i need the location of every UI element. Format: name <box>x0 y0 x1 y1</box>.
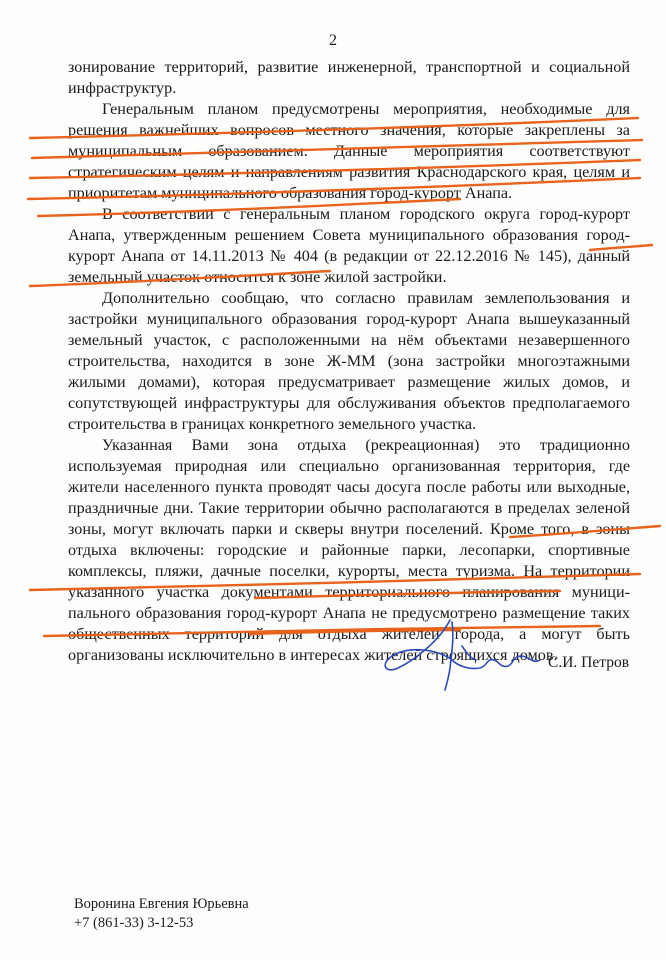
text-line: пального образования город-курорт Анапа не предусмотрено размещение таких <box>68 604 630 622</box>
text-line: В соответствии с генеральным планом городского округа город-курорт <box>102 205 630 223</box>
text-line: земельный участок относится к зоне жилой застройки. <box>68 268 447 286</box>
text-line: жилыми домами), которая предусматривает размещение жилых домов, и <box>68 373 630 391</box>
text-line: приоритетам муниципального образования город-курорт Анапа. <box>68 184 513 202</box>
text-line: курорт Анапа от 14.11.2013 № 404 (в редакции от 22.12.2016 № 145), данный <box>68 247 630 265</box>
text-line: строительства в границах конкретного земельного участка. <box>68 415 477 433</box>
text-line: инфраструктур. <box>68 79 177 97</box>
text-line: стратегическим целям и направлениям развития Краснодарского края, целям и <box>68 163 630 181</box>
text-line: Анапа, утвержденным решением Совета муниципального образования город- <box>68 226 630 244</box>
text-line: используемая природная или специально организованная территория, где <box>68 457 630 475</box>
text-line: жители населенного пункта проводят часы досуга после работы или выходные, <box>68 478 630 496</box>
text-line: решения важнейших вопросов местного значения, которые закреплены за <box>68 121 630 139</box>
text-line: праздничные дни. Такие территории обычно располагаются в пределах зеленой <box>68 499 630 517</box>
text-line: застройки муниципального образования город-курорт Анапа вышеуказанный <box>68 310 630 328</box>
text-line: строительства, находится в зоне Ж-ММ (зона застройки многоэтажными <box>68 352 630 370</box>
text-line: Дополнительно сообщаю, что согласно правилам землепользования и <box>102 289 630 307</box>
text-line: зоны, могут включать парки и скверы внутри поселений. Кроме того, в зоны <box>68 520 630 538</box>
text-line: комплексы, пляжи, дачные поселки, курорты, места туризма. На территории <box>68 562 630 580</box>
text-line: указанного участка документами территориального планирования муници- <box>68 583 630 601</box>
text-line: общественных территорий для отдыха жителей города, а могут быть <box>68 625 630 643</box>
contact-person: Воронина Евгения Юрьевна <box>74 896 249 912</box>
text-line: Указанная Вами зона отдыха (рекреационная) это традиционно <box>102 436 630 454</box>
text-line: организованы исключительно в интересах жителей строящихся домов. <box>68 646 558 664</box>
text-line: земельный участок, с расположенными на нём объектами незавершенного <box>68 331 630 349</box>
text-line: муниципальным образованием. Данные мероприятия соответствуют <box>68 142 630 160</box>
text-line: зонирование территорий, развитие инженерной, транспортной и социальной <box>68 58 630 76</box>
text-line: Генеральным планом предусмотрены мероприятия, необходимые для <box>102 100 630 118</box>
text-line: сопутствующей инфраструктуры для обслуживания объектов предполагаемого <box>68 394 630 412</box>
text-line: отдыха включены: городские и районные парки, лесопарки, спортивные <box>68 541 630 559</box>
signatory-name: С.И. Петров <box>548 654 630 671</box>
page-number: 2 <box>329 32 337 49</box>
contact-phone: +7 (861-33) 3-12-53 <box>74 915 194 931</box>
